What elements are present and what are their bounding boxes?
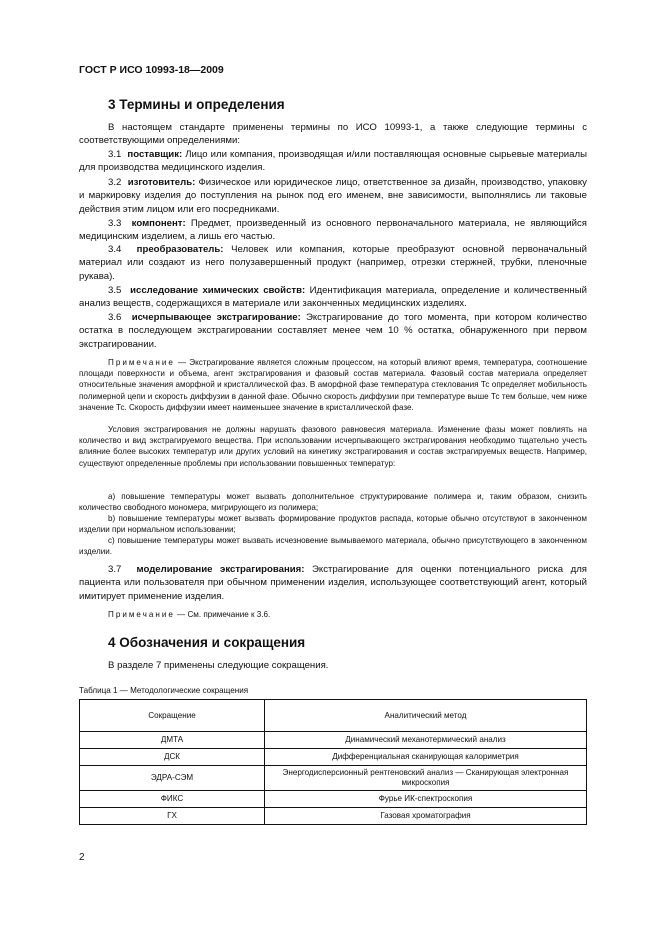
column-header-abbr: Сокращение (80, 700, 265, 732)
section-4-intro: В разделе 7 применены следующие сокращения. (108, 660, 329, 671)
table-cell-method: Динамический механотермический анализ (265, 732, 587, 749)
table-row (80, 732, 587, 749)
note-3-6-part1: Примечание — Экстрагирование является сложным процессом, на который влияют время, температура, соотношение площади поверхности и объема, агент экстрагирования и фазовый состав материала. Фазовый состав материала определяет относительные значения аморфной и кристаллической фаз. В аморфной фазе температура стеклования Тс определяет мобильность полимерной цепи и скорость диффузии в данной фазе. Обычно скорость диффузии при температуре выше Тс тем больше, чем ниже значение Тс. Скорость диффузии имеет наименьшее значение в кристаллической фазе. (79, 358, 588, 412)
table-row (80, 766, 587, 791)
term-3-7: 3.7 моделирование экстрагирования: Экстрагирование для оценки потенциального риска для пациента или пользователя при обычном применении изделия, использующее соответствующий агент, который имитирует применение изделия. (79, 564, 587, 602)
note-label: Примечание (108, 358, 175, 367)
section-4-title: 4 Обозначения и сокращения (108, 635, 306, 650)
table-caption: Таблица 1 — Методологические сокращения (79, 686, 249, 695)
section-3-intro: В настоящем стандарте применены термины по ИСО 10993-1, а также следующие термины с соответствующими определениями: (79, 122, 587, 147)
table-cell-method: Энергодисперсионный рентгеновский анализ — Сканирующая электронная микроскопия (265, 766, 587, 791)
note-3-6-part2: Условия экстрагирования не должны нарушать фазового равновесия материала. Изменение фазы может повлиять на количество и вид экстрагируемого вещества. При использовании исчерпывающего экстрагирования необходимо тщательно учесть влияние более высоких температур или других условий на кинетику экстрагирования и состав экстрагируемых веществ. Например, существуют определенные проблемы при использовании повышенных температур: (79, 425, 587, 468)
section-3-title: 3 Термины и определения (108, 97, 285, 112)
table-cell-method: Дифференциальная сканирующая калориметрия (265, 749, 587, 766)
note-3-6-item-a: а) повышение температуры может вызвать дополнительное структурирование полимера и, таким образом, снизить количество свободного мономера, мигрирующего из полимера; (79, 492, 587, 513)
table-cell-method: Газовая хроматография (265, 808, 587, 825)
table-cell-method: Фурье ИК-спектроскопия (265, 791, 587, 808)
table-row (80, 791, 587, 808)
document-header: ГОСТ Р ИСО 10993-18—2009 (79, 64, 224, 76)
table-cell-abbr: ГХ (80, 808, 265, 825)
note-3-6-item-b: b) повышение температуры может вызвать формирование продуктов распада, которые обычно отсутствуют в законченном изделии при нормальном использовании; (79, 514, 587, 535)
table-cell-abbr: ДСК (80, 749, 265, 766)
abbreviations-table (79, 699, 587, 825)
column-header-method: Аналитический метод (265, 700, 587, 732)
term-3-3: 3.3 компонент: Предмет, произведенный из основного первоначального материала, не являющийся медицинским изделием, а лишь его частью. (79, 218, 587, 243)
term-3-2: 3.2 изготовитель: Физическое или юридическое лицо, ответственное за дизайн, производство, упаковку и маркировку изделия до поступления на рынок под его именем, вне зависимости, выполнялись ли таковые действия этим лицом или его посредниками. (79, 177, 587, 215)
table-row (80, 808, 587, 825)
table-cell-abbr: ЭДРА-СЭМ (80, 766, 265, 791)
page-number: 2 (79, 852, 85, 863)
note-3-7: Примечание — См. примечание к 3.6. (108, 610, 271, 619)
term-3-1: 3.1 поставщик: Лицо или компания, производящая и/или поставляющая основные сырьевые материалы для производства медицинского изделия. (79, 149, 587, 174)
term-3-4: 3.4 преобразователь: Человек или компания, которые преобразуют основной первоначальный материал или создают из него полузавершенный продукт (например, отрезки стержней, трубки, пленочные рукава). (79, 244, 587, 282)
table-row (80, 749, 587, 766)
term-3-6: 3.6 исчерпывающее экстрагирование: Экстрагирование до того момента, при котором количество остатка в последующем экстрагировании составляет менее чем 10 % остатка, обнаруженного при первом экстрагировании. (79, 312, 587, 350)
table-cell-abbr: ФИКС (80, 791, 265, 808)
table-header-row (80, 700, 587, 732)
term-3-5: 3.5 исследование химических свойств: Идентификация материала, определение и количественный анализ веществ, содержащихся в материале или законченных медицинских изделиях. (79, 285, 587, 310)
table-cell-abbr: ДМТА (80, 732, 265, 749)
note-3-6-item-c: с) повышение температуры может вызвать исчезновение вымываемого материала, обычно присутствующего в законченном изделии. (79, 536, 587, 557)
